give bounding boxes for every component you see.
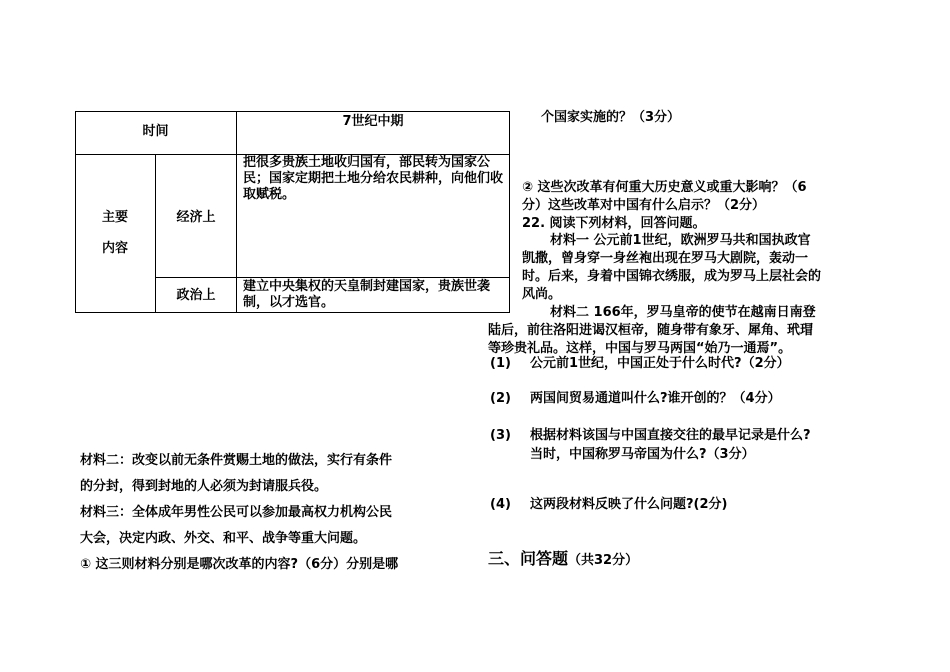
material-two-line-2: 的分封，得到封地的人必须为封请服兵役。 <box>80 479 328 494</box>
mat2-line-3: 等珍贵礼品。这样，中国与罗马两国“始乃一通焉”。 <box>488 341 792 356</box>
sub-question-2-number: (2) <box>490 391 511 406</box>
material-three-line-2: 大会，决定内政、外交、和平、战争等重大问题。 <box>80 531 367 546</box>
table-main-label-2: 内容 <box>101 241 128 256</box>
mat1-line-2: 凯撒，曾身穿一身丝袍出现在罗马大剧院，轰动一 <box>522 251 809 266</box>
mat1-line-1: 材料一 公元前1世纪，欧洲罗马共和国执政官 <box>550 233 811 248</box>
sub-question-3-line-2: 当时，中国称罗马帝国为什么?（3分） <box>530 447 755 462</box>
q22-title: 22. 阅读下列材料，回答问题。 <box>522 216 706 231</box>
material-two <box>80 448 470 500</box>
table-col-divider-main <box>236 111 237 313</box>
table-header-period: 7世纪中期 <box>342 114 404 129</box>
sub-question-3-number: (3) <box>490 428 511 443</box>
material-two-line-1: 材料二：改变以前无条件赏赐土地的做法，实行有条件 <box>80 453 393 468</box>
table-header-time: 时间 <box>142 124 169 139</box>
sub-question-1-text: 公元前1世纪，中国正处于什么时代?（2分） <box>530 356 790 371</box>
q22-material-two <box>488 304 888 358</box>
mat1-line-4: 风尚。 <box>522 287 562 302</box>
material-three-line-1: 材料三：全体成年男性公民可以参加最高权力机构公民 <box>80 505 393 520</box>
mat2-line-2: 陆后，前往洛阳进谒汉桓帝，随身带有象牙、犀角、玳瑁 <box>488 323 814 338</box>
sub-question-1-number: (1) <box>490 356 511 371</box>
question-one-continued: 个国家实施的？（3分） <box>541 110 681 125</box>
table-politics-content: 建立中央集权的天皇制封建国家，贵族世袭制，以才选官。 <box>243 279 491 310</box>
reform-table <box>75 111 510 313</box>
table-economy-content: 把很多贵族土地收归国有，部民转为国家公民；国家定期把土地分给农民耕种，向他们收取赋税。 <box>243 155 504 202</box>
sub-question-3-text <box>530 426 811 464</box>
mat1-line-3: 时。后来，身着中国锦衣绣服，成为罗马上层社会的 <box>522 269 822 284</box>
question-two-line-2: 分）这些改革对中国有什么启示？（2分） <box>522 198 766 213</box>
question-one: ① 这三则材料分别是哪次改革的内容?（6分）分别是哪 <box>80 557 399 572</box>
question-two-line-1: ② 这些次改革有何重大历史意义或重大影响？（6 <box>522 180 807 195</box>
sub-question-4 <box>490 495 890 514</box>
table-main-label-1: 主要 <box>101 210 128 225</box>
material-three <box>80 500 470 552</box>
sub-question-2-text: 两国间贸易通道叫什么?谁开创的？（4分） <box>530 391 781 406</box>
sub-question-4-number: (4) <box>490 497 511 512</box>
table-economy-label: 经济上 <box>176 210 216 225</box>
table-border-top <box>75 111 510 112</box>
table-border-bottom <box>75 312 510 313</box>
question-two <box>522 179 882 215</box>
table-politics-label: 政治上 <box>176 288 216 303</box>
sub-question-4-text: 这两段材料反映了什么问题?(2分) <box>530 497 728 512</box>
section-three-heading <box>488 548 638 572</box>
section-three-title: 三、问答题 <box>488 549 569 568</box>
q22-material-one <box>522 232 882 304</box>
sub-question-1 <box>490 354 890 373</box>
sub-question-2 <box>490 389 890 408</box>
table-border-right <box>509 111 510 313</box>
sub-question-3-line-1: 根据材料该国与中国直接交往的最早记录是什么? <box>530 428 811 443</box>
mat2-line-1: 材料二 166年，罗马皇帝的使节在越南日南登 <box>550 305 816 320</box>
section-three-points: （共32分） <box>568 553 639 568</box>
sub-question-3 <box>490 426 890 464</box>
table-row-divider <box>155 277 510 278</box>
